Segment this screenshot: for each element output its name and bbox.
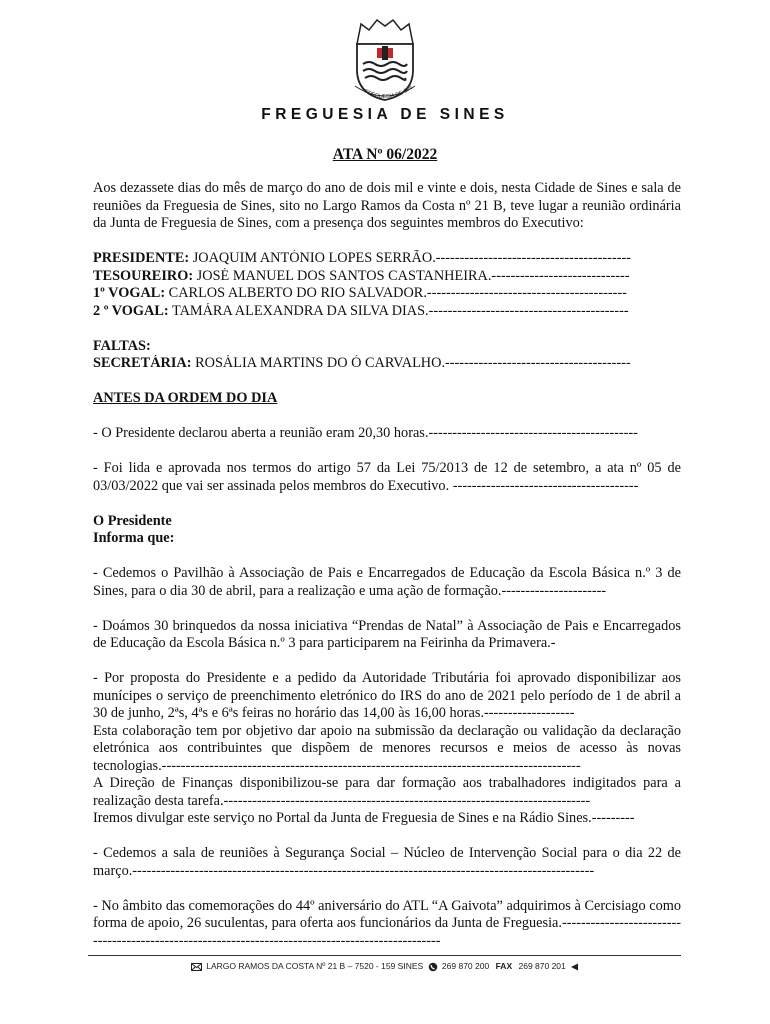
info-item: - Cedemos a sala de reuniões à Segurança Social – Núcleo de Intervenção Social para o dia 22 de março.------------------------------------------------------------------------------------------------- <box>93 845 681 879</box>
member-role: PRESIDENTE: <box>93 250 190 266</box>
footer-fax-label: FAX <box>495 961 513 971</box>
footer-divider <box>88 955 681 956</box>
opening-item: - Foi lida e aprovada nos termos do artigo 57 da Lei 75/2013 de 12 de setembro, a ata nº 05 de 03/03/2022 que vai ser assinada pelos membros do Executivo. --------------------------------------- <box>93 460 681 494</box>
member-role: TESOUREIRO: <box>93 267 194 284</box>
member-name: JOAQUIM ANTÓNIO LOPES SERRÃO.----------------------------------------- <box>189 250 631 266</box>
member-list <box>93 250 681 320</box>
document-title: ATA Nº 06/2022 <box>332 146 438 163</box>
member-row <box>93 303 681 321</box>
envelope-icon <box>191 963 202 971</box>
member-name: CARLOS ALBERTO DO RIO SALVADOR.------------------------------------------ <box>165 285 627 301</box>
seal-text: FREGUESIA DE SIN <box>363 85 414 101</box>
member-role: 2 º VOGAL: <box>93 302 169 319</box>
member-row <box>93 250 681 268</box>
member-name: JOSÉ MANUEL DOS SANTOS CASTANHEIRA.----------------------------- <box>193 267 630 284</box>
footer-phone: 269 870 200 <box>441 961 490 971</box>
section-heading: ANTES DA ORDEM DO DIA <box>93 390 278 406</box>
informs-heading: Informa que: <box>93 530 175 546</box>
member-role: 1º VOGAL: <box>93 285 166 301</box>
info-item: - Por proposta do Presidente e a pedido da Autoridade Tributária foi aprovado disponibilizar aos munícipes o serviço de preenchimento eletrónico do IRS do ano de 2021 pelo período de 1 de abril a 30 de junho, 2ªs, 4ªs e 6ªs feiras no horário das 14,00 às 16,00 horas.------------------- <box>93 670 681 721</box>
fax-arrow-icon <box>570 963 579 971</box>
opening-item: - O Presidente declarou aberta a reunião eram 20,30 horas.-------------------------------------------- <box>93 425 638 441</box>
info-item: A Direção de Finanças disponibilizou-se para dar formação aos trabalhadores indigitados para a realização desta tarefa.----------------------------------------------------------------------------- <box>93 775 681 809</box>
coat-of-arms-seal <box>347 14 423 104</box>
president-heading: O Presidente <box>93 512 172 529</box>
absences-heading: FALTAS: <box>93 337 151 354</box>
info-item: Iremos divulgar este serviço no Portal da Junta de Freguesia de Sines e na Rádio Sines.--------- <box>93 810 635 826</box>
absence-role: SECRETÁRIA: <box>93 355 192 371</box>
absence-row <box>93 355 681 373</box>
intro-paragraph: Aos dezassete dias do mês de março do ano de dois mil e vinte e dois, nesta Cidade de Sines e sala de reuniões da Freguesia de Sines, sito no Largo Ramos da Costa nº 21 B, teve lugar a reunião ordinária da Junta de Freguesia de Sines, com a presença dos seguintes membros do Executivo: <box>93 180 681 231</box>
member-row <box>93 268 681 286</box>
absence-name: ROSÁLIA MARTINS DO Ó CARVALHO.--------------------------------------- <box>191 355 631 371</box>
info-item: - Cedemos o Pavilhão à Associação de Pais e Encarregados de Educação da Escola Básica n.º 3 de Sines, para o dia 30 de abril, para a realização e uma ação de formação.---------------------- <box>93 565 681 599</box>
member-name: TAMÁRA ALEXANDRA DA SILVA DIAS.------------------------------------------ <box>168 302 629 319</box>
phone-icon <box>428 962 438 972</box>
footer-fax: 269 870 201 <box>518 961 566 971</box>
info-item: - No âmbito das comemorações do 44º aniversário do ATL “A Gaivota” adquirimos à Cercisiago como forma de apoio, 26 suculentas, para oferta aos funcionários da Junta de Freguesia.-------------------------------------------------------------------------------------------------- <box>93 897 681 949</box>
info-item: - Doámos 30 brinquedos da nossa iniciativa “Prendas de Natal” à Associação de Pais e Encarregados de Educação da Escola Básica n.º 3 para participarem na Feirinha da Primavera.- <box>93 617 681 651</box>
info-item: Esta colaboração tem por objetivo dar apoio na submissão da declaração ou validação da declaração eletrónica aos contribuintes que dispõem de menores recursos e meios de acesso às novas tecnologias.---------------------------------------------------------------------------------------- <box>93 722 681 774</box>
footer <box>0 961 770 972</box>
organization-name: FREGUESIA DE SINES <box>261 106 509 123</box>
member-row <box>93 285 681 303</box>
minutes-body <box>93 180 681 950</box>
footer-address: LARGO RAMOS DA COSTA Nº 21 B – 7520 - 159 SINES <box>206 961 424 971</box>
